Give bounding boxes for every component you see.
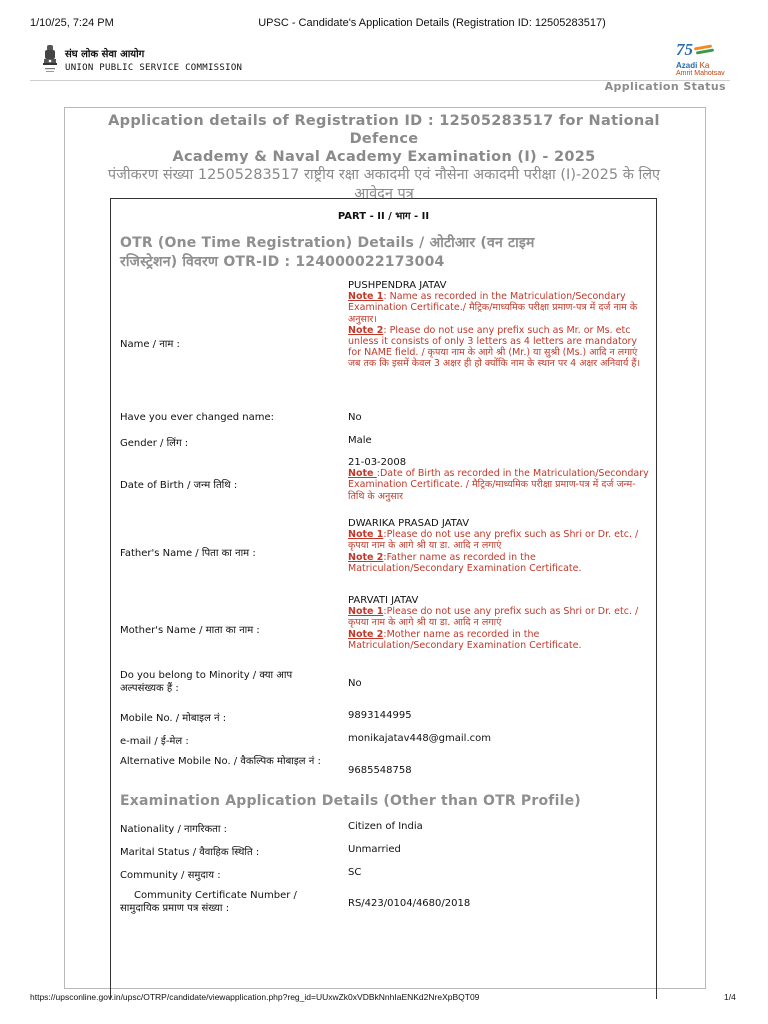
heading-hindi-line2: आवेदन पत्र xyxy=(354,186,414,202)
print-footer-url: https://upsconline.gov.in/upsc/OTRP/candidate/viewapplication.php?reg_id=UUxwZk0xVDBkNnhIaENKd2NreXpBQT09 xyxy=(30,992,480,1002)
heading-hindi-line1: पंजीकरण संख्या 12505283517 राष्ट्रीय रक्षा अकादमी एवं नौसेना अकादमी परीक्षा (I)-2025 के लिए xyxy=(107,167,661,183)
application-heading xyxy=(80,112,688,204)
dob-value: 21-03-2008 xyxy=(348,457,407,468)
org-name-english: UNION PUBLIC SERVICE COMMISSION xyxy=(65,63,243,73)
field-label: Mobile No. / मोबाइल नं : xyxy=(120,713,227,724)
field-value-block xyxy=(348,518,652,574)
father-note-1: Note 1:Please do not use any prefix such as Shri or Dr. etc. / कृपया नाम के आगे श्री या डा. आदि न लगाएं xyxy=(348,529,639,552)
mother-name-value: PARVATI JATAV xyxy=(348,595,419,606)
field-label: Mother's Name / माता का नाम : xyxy=(120,625,260,636)
name-value: PUSHPENDRA JATAV xyxy=(348,280,447,291)
field-label: Alternative Mobile No. / वैकल्पिक मोबाइल नं : xyxy=(120,756,321,767)
father-name-value: DWARIKA PRASAD JATAV xyxy=(348,518,470,529)
field-value: 9685548758 xyxy=(348,765,412,776)
field-label: Community / समुदाय : xyxy=(120,870,221,881)
otr-section-title: OTR (One Time Registration) Details / ओटीआर (वन टाइम रजिस्ट्रेशन) विवरण OTR-ID : 124000022173004 xyxy=(120,235,535,270)
print-page-number: 1/4 xyxy=(724,992,736,1002)
print-footer xyxy=(0,992,768,1012)
field-label: Community Certificate Number / सामुदायिक प्रमाण पत्र संख्या : xyxy=(120,890,297,914)
heading-english-line2: Academy & Naval Academy Examination (I) - 2025 xyxy=(172,149,596,165)
field-label: Nationality / नागरिकता : xyxy=(120,824,227,835)
field-label: Name / नाम : xyxy=(120,339,180,350)
azadi-logo-mahotsav: Amrit Mahotsav xyxy=(676,70,725,77)
field-value: RS/423/0104/4680/2018 xyxy=(348,898,471,909)
exam-section-title: Examination Application Details (Other than OTR Profile) xyxy=(120,793,581,809)
field-label: Have you ever changed name: xyxy=(120,412,275,423)
field-value: Male xyxy=(348,435,372,446)
mother-note-1: Note 1:Please do not use any prefix such as Shri or Dr. etc. / कृपया नाम के आगे श्री या डा. आदि न लगाएं xyxy=(348,606,639,629)
print-page-title: UPSC - Candidate's Application Details (Registration ID: 12505283517) xyxy=(258,17,606,29)
org-name-block xyxy=(65,49,242,74)
azadi-ka-amrit-mahotsav-logo xyxy=(672,40,734,80)
azadi-logo-number: 75 xyxy=(676,40,693,59)
field-label: Father's Name / पिता का नाम : xyxy=(120,548,256,559)
field-value: SC xyxy=(348,867,362,878)
field-label: e-mail / ई-मेल : xyxy=(120,736,189,747)
field-label: Date of Birth / जन्म तिथि : xyxy=(120,480,238,491)
part-title: PART - II / भाग - II xyxy=(337,211,430,222)
print-header xyxy=(0,0,768,29)
field-value: No xyxy=(348,412,362,423)
field-value: Unmarried xyxy=(348,844,401,855)
mother-note-2: Note 2:Mother name as recorded in the Matriculation/Secondary Examination Certificate. xyxy=(348,628,582,651)
dob-note: Note :Date of Birth as recorded in the Matriculation/Secondary Examination Certificate. / मैट्रिक/माध्यमिक परीक्षा प्रमाण-पत्र में दर्ज जन्म-तिथि के अनुसार xyxy=(348,468,649,502)
field-value: monikajatav448@gmail.com xyxy=(348,733,491,744)
field-label: Gender / लिंग : xyxy=(120,438,189,449)
heading-english-line1: Application details of Registration ID : 12505283517 for National Defence xyxy=(108,113,660,147)
field-value-block xyxy=(348,457,652,502)
org-name-hindi: संघ लोक सेवा आयोग xyxy=(65,49,145,60)
father-note-2: Note 2:Father name as recorded in the Matriculation/Secondary Examination Certificate. xyxy=(348,551,582,574)
national-emblem-icon xyxy=(42,44,58,74)
field-value: 9893144995 xyxy=(348,710,412,721)
field-value-block xyxy=(348,595,652,651)
azadi-logo-word: Azadi Ka xyxy=(676,61,710,70)
field-value-block xyxy=(348,280,652,370)
print-timestamp: 1/10/25, 7:24 PM xyxy=(30,17,114,29)
field-label: Marital Status / वैवाहिक स्थिति : xyxy=(120,847,260,858)
name-note-1: Note 1: Name as recorded in the Matriculation/Secondary Examination Certificate./ मैट्रिक/माध्यमिक परीक्षा प्रमाण-पत्र में दर्ज नाम के अनुसार। xyxy=(348,291,638,325)
name-note-2: Note 2: Please do not use any prefix such as Mr. or Ms. etc unless it consists of only 3 letters as 4 letters are mandatory for NAME field. / कृपया नाम के आगे श्री (Mr.) या सुश्री (Ms.) आदि न लगाएं जब तक कि इसमें केवल 3 अक्षर ही हो क्योंकि नाम के स्थान पर 4 अक्षर अनिवार्य हैं। xyxy=(348,324,641,370)
field-label: Do you belong to Minority / क्या आप अल्पसंख्यक हैं : xyxy=(120,670,293,694)
application-status-link[interactable]: Application Status xyxy=(604,80,726,93)
field-value: No xyxy=(348,678,362,689)
field-value: Citizen of India xyxy=(348,821,423,832)
